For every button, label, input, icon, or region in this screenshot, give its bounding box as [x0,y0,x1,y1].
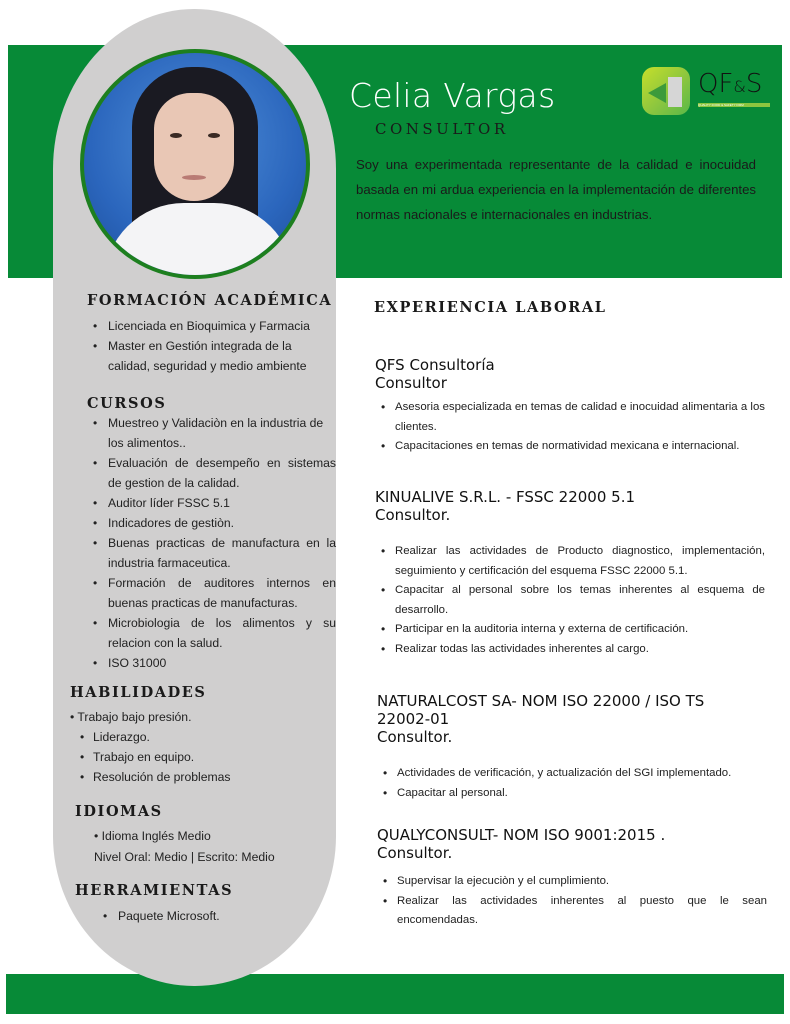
photo-mouth [182,175,206,180]
list-item: • Trabajo en equipo. [75,747,325,767]
job-entry [377,826,767,931]
list-item: • Realizar todas las actividades inherentes al cargo. [375,640,765,660]
job-position: Consultor. [377,844,453,862]
job-entry [375,356,765,457]
list-item: • Buenas practicas de manufactura en la industria farmaceutica. [88,533,336,573]
list-item: • Actividades de verificación, y actualización del SGI implementado. [377,764,767,784]
list-item: • Supervisar la ejecuciòn y el cumplimiento. [377,872,767,892]
job-position: Consultor. [375,506,451,524]
job-position: Consultor [375,374,447,392]
job-entry [377,692,707,746]
idioma-line: • Idioma Inglés Medio [94,829,211,843]
list-item: • Master en Gestión integrada de la calidad, seguridad y medio ambiente [88,336,336,376]
habilidades-list [75,727,325,787]
list-item: • Evaluación de desempeño en sistemas de gestion de la calidad. [88,453,336,493]
list-item: • Liderazgo. [75,727,325,747]
list-item: • Indicadores de gestiòn. [88,513,336,533]
list-item: • Capacitaciones en temas de normatividad mexicana e internacional. [375,437,765,457]
job-entry-tasks [377,764,767,803]
photo-eye [208,133,220,138]
logo-wordmark [698,69,762,99]
habilidades-title: HABILIDADES [70,684,207,701]
list-item: • Licenciada en Bioquimica y Farmacia [88,316,336,336]
list-item: • Capacitar al personal sobre los temas inherentes al esquema de desarrollo. [375,581,765,620]
list-item: • Formación de auditores internos en buenas practicas de manufacturas. [88,573,336,613]
job-entry [375,488,765,659]
job-company: QUALYCONSULT- NOM ISO 9001:2015 . [377,826,666,844]
list-item: • Microbiologia de los alimentos y su relacion con la salud. [88,613,336,653]
logo-leaf-arrow [648,83,666,103]
job-tasks [375,398,765,457]
profile-photo [80,49,310,279]
experience-title: EXPERIENCIA LABORAL [374,299,607,316]
job-company: KINUALIVE S.R.L. - FSSC 22000 5.1 [375,488,636,506]
photo-face [154,93,234,201]
list-item: • Resolución de problemas [75,767,325,787]
list-item: • Realizar las actividades inherentes al puesto que le sean encomendadas. [377,892,767,931]
list-item: • Capacitar al personal. [377,784,767,804]
list-item: • Auditor líder FSSC 5.1 [88,493,336,513]
list-item: • Realizar las actividades de Producto diagnostico, implementación, seguimiento y certificación del esquema FSSC 22000 5.1. [375,542,765,581]
job-tasks [377,764,767,803]
footer-band [6,974,784,1014]
company-logo [642,67,772,117]
photo-eye [170,133,182,138]
logo-leaf-icon [642,67,690,115]
list-item: • Participar en la auditoria interna y externa de certificación. [375,620,765,640]
job-position: Consultor. [377,728,453,746]
logo-text-amp: & [733,77,746,96]
cursos-title: CURSOS [87,395,167,412]
list-item: • Muestreo y Validaciòn en la industria de los alimentos.. [88,413,336,453]
logo-leaf-cut [668,77,682,107]
idioma-level: Nivel Oral: Medio | Escrito: Medio [94,850,275,864]
job-company: NATURALCOST SA- NOM ISO 22000 / ISO TS 22002-01 [377,692,705,728]
job-tasks [377,872,767,931]
job-tasks [375,542,765,659]
person-role: CONSULTOR [375,120,509,138]
profile-summary: Soy una experimentada representante de la calidad e inocuidad basada en mi ardua experiencia en la implementación de diferentes normas nacionales e internacionales en industrias. [356,157,756,222]
idiomas-title: IDIOMAS [75,803,163,820]
logo-tagline: QUALITY FOOD & SAFETY FIRM [698,103,770,107]
logo-text-main: QF [698,69,734,99]
cursos-list [88,413,336,673]
list-item: • ISO 31000 [88,653,336,673]
list-item: • Paquete Microsoft. [98,906,298,926]
formacion-list [88,316,336,376]
job-company: QFS Consultoría [375,356,495,374]
person-name: Celia Vargas [349,76,556,115]
formacion-title: FORMACIÓN ACADÉMICA [87,292,333,309]
habilidad-first: • Trabajo bajo presión. [70,710,192,724]
list-item: • Asesoria especializada en temas de calidad e inocuidad alimentaria a los clientes. [375,398,765,437]
herramientas-list [98,906,298,926]
logo-text-end: S [745,69,763,99]
herramientas-title: HERRAMIENTAS [75,882,234,899]
